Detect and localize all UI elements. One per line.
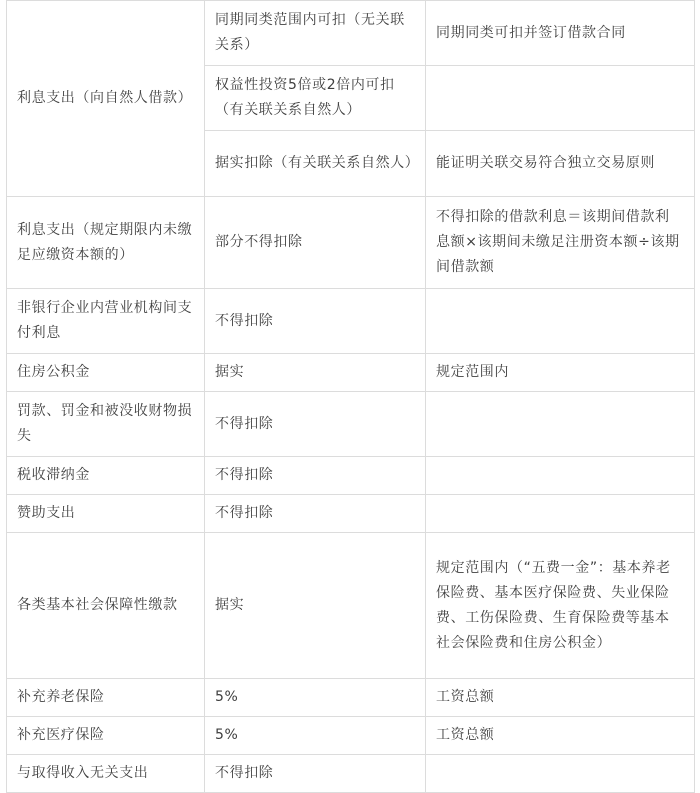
deduction-cell: 同期同类范围内可扣（无关联关系）: [205, 1, 426, 66]
table-row: [7, 392, 695, 457]
note-cell: 规定范围内: [426, 354, 695, 392]
table-row: [7, 1, 695, 66]
note-cell: [426, 755, 695, 793]
deduction-table: [6, 0, 695, 793]
note-cell: 同期同类可扣并签订借款合同: [426, 1, 695, 66]
deduction-cell: 不得扣除: [205, 495, 426, 533]
item-cell: 各类基本社会保障性缴款: [7, 533, 205, 679]
item-cell: 罚款、罚金和被没收财物损失: [7, 392, 205, 457]
deduction-cell: 不得扣除: [205, 392, 426, 457]
table-row: [7, 354, 695, 392]
note-cell: [426, 289, 695, 354]
deduction-cell: 据实扣除（有关联关系自然人）: [205, 131, 426, 197]
table-row: [7, 717, 695, 755]
deduction-cell: 权益性投资5倍或2倍内可扣（有关联关系自然人）: [205, 66, 426, 131]
note-cell: 能证明关联交易符合独立交易原则: [426, 131, 695, 197]
table-row: [7, 457, 695, 495]
item-cell: 补充医疗保险: [7, 717, 205, 755]
deduction-cell: 不得扣除: [205, 289, 426, 354]
deduction-cell: 据实: [205, 533, 426, 679]
item-cell: 非银行企业内营业机构间支付利息: [7, 289, 205, 354]
note-cell: 不得扣除的借款利息＝该期间借款利息额×该期间未缴足注册资本额÷该期间借款额: [426, 197, 695, 289]
item-cell: 税收滞纳金: [7, 457, 205, 495]
item-cell: 利息支出（向自然人借款）: [7, 1, 205, 197]
note-cell: [426, 66, 695, 131]
table-row: [7, 533, 695, 679]
table-row: [7, 197, 695, 289]
table-row: [7, 679, 695, 717]
deduction-cell: 部分不得扣除: [205, 197, 426, 289]
deduction-cell: 5%: [205, 679, 426, 717]
deduction-cell: 不得扣除: [205, 457, 426, 495]
item-cell: 利息支出（规定期限内未缴足应缴资本额的）: [7, 197, 205, 289]
item-cell: 住房公积金: [7, 354, 205, 392]
deduction-cell: 据实: [205, 354, 426, 392]
table-row: [7, 755, 695, 793]
note-cell: [426, 495, 695, 533]
item-cell: 赞助支出: [7, 495, 205, 533]
note-cell: [426, 392, 695, 457]
item-cell: 补充养老保险: [7, 679, 205, 717]
table-row: [7, 495, 695, 533]
note-cell: [426, 457, 695, 495]
item-cell: 与取得收入无关支出: [7, 755, 205, 793]
note-cell: 工资总额: [426, 717, 695, 755]
deduction-cell: 不得扣除: [205, 755, 426, 793]
note-cell: 规定范围内（“五费一金”：基本养老保险费、基本医疗保险费、失业保险费、工伤保险费、生育保险费等基本社会保险费和住房公积金）: [426, 533, 695, 679]
table-row: [7, 289, 695, 354]
note-cell: 工资总额: [426, 679, 695, 717]
deduction-cell: 5%: [205, 717, 426, 755]
